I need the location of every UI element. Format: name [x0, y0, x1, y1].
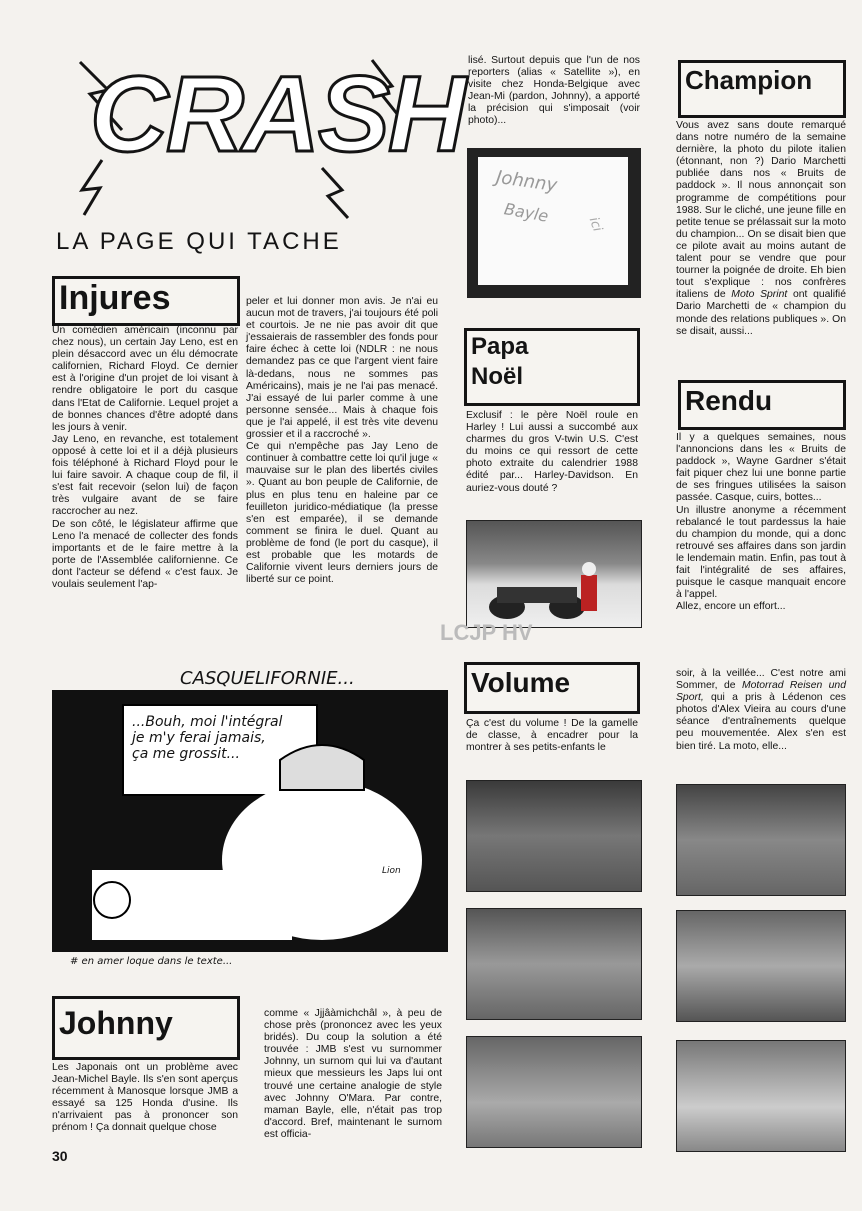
volume-heading — [471, 669, 570, 697]
page-number: 30 — [52, 1148, 68, 1164]
rendu-text — [676, 432, 846, 613]
cartoon-title: CASQUELIFORNIE... — [180, 668, 355, 689]
injures-para2: Jay Leno, en revanche, est totalement opposé à cette loi et il a déjà plusieurs fois téléphoné à Richard Floyd pour le lui faire savoir. A chaque coup de fil, il s'est fait recevoir (selon lui) de façon très vulgaire avant de se faire raccrocher au nez. — [52, 433, 238, 518]
rendu-para2: Un illustre anonyme a récemment rebalancé le tout pardessus la haie du champion du monde, qui a donc retrouvé ses affaires dans son jardin le lendemain matin. Enfin, pas tout à fait l'intégralité de ses affaires, puisque le casque manquait encore à l'appel. — [676, 504, 846, 601]
crash-photo-6 — [676, 1040, 846, 1152]
papa-heading-text: Papa — [471, 333, 529, 360]
papa-noel-heading-box — [464, 328, 640, 406]
injures-col1 — [52, 325, 238, 591]
champion-text — [676, 120, 846, 338]
whiteboard-text-1: Johnny — [494, 166, 559, 197]
page-subtitle: LA PAGE QUI TACHE — [56, 228, 342, 255]
volume-heading-text: Volume — [471, 667, 571, 698]
champion-text-1: Vous avez sans doute remarqué dans notre numéro de la semaine dernière, la photo du pilote italien (étonnant, non ?) Dario Marchetti publiée dans nos « Bruits de paddock ». Il nous annonçait son programme de compétitions pour 1988. Sur le cliché, une jeune fille en petite tenue se prélassait sur la moto du champion... On se disait bien que ce pilote avait au moins autant de talent pour se vendre que pour tourner la poignée de droite. Eh bien tout s'explique : nos confrères italiens de — [676, 120, 846, 301]
rendu-heading-text: Rendu — [685, 385, 773, 416]
cartoon-caption: # en amer loque dans le texte... — [70, 956, 233, 967]
volume-heading-box — [464, 662, 640, 714]
johnny-col2: comme « Jjjâàmichchâl », à peu de chose près (prononcez avec les yeux bridés). Du coup la solution a été trouvée : JMB s'est vu surnommer Johnny, un surnom qui lui va d'autant mieux que messieurs les Japs lui ont trouvé une certaine analogie de style avec Johnny O'Mara. Par contre, maman Bayle, elle, n'était pas trop d'accord. Bref, maintenant le surnom est officia- — [264, 1008, 442, 1140]
papa-noel-heading — [471, 335, 528, 389]
volume-text: Ça c'est du volume ! De la gamelle de classe, à encadrer pour la montrer à ses petits-enfants le — [466, 718, 638, 754]
speech-line-1: ...Bouh, moi l'intégral — [132, 714, 283, 730]
speech-line-2: je m'y ferai jamais, — [132, 730, 266, 746]
champion-heading-box — [678, 60, 846, 118]
whiteboard-text-3: ici — [585, 215, 605, 234]
volume-text2 — [676, 668, 846, 753]
injures-para5: Ce qui n'empêche pas Jay Leno de continuer à combattre cette loi qu'il juge « mauvaise sur le plan des libertés civiles ». Quant au bon peuple de Californie, de plus en plus tenu en haleine par ce feuilleton juridico-médiatique (la presse s'en est emparée), il se demande comment se finira le duel. Quant au problème de fond (le port du casque), il est probable que les motards de Californie vivent leurs derniers jours de liberté sur ce point. — [246, 441, 438, 586]
injures-col2 — [246, 296, 438, 586]
injures-heading-box — [52, 276, 240, 326]
crash-photo-2 — [676, 784, 846, 896]
volume-text2-b: qui a pris à Lédenon ces photos d'Alex Vieira au cours d'une séance d'entraînements quelque peu mouvementée. Alex s'en est bien tiré. La moto, elle... — [676, 692, 846, 752]
injures-para3: De son côté, le législateur affirme que Leno l'a menacé de collecter des fonds importants et de le faire mettre à la porte de l'Assemblée californienne. Ce dont l'acteur se défend « c'est faux. Je voulais seulement l'ap- — [52, 518, 238, 590]
johnny-heading-box — [52, 996, 240, 1060]
cartoon-frame — [52, 690, 448, 952]
champion-heading-text: Champion — [685, 65, 813, 95]
col3-top-text: lisé. Surtout depuis que l'un de nos reporters (alias « Satellite »), en visite chez Honda-Belgique avec Jean-Mi (pardon, Johnny), a apporté la précision qui s'imposait (voir photo)... — [468, 55, 640, 127]
cartoon-patch-text: Lion — [382, 866, 401, 876]
papa-noel-text: Exclusif : le père Noël roule en Harley ! Lui aussi a succombé aux charmes du gros V-twin U.S. C'est du moins ce qui ressort de cette photo extraite du calendrier 1988 édité par... Harley-Davidson. En auriez-vous douté ? — [466, 410, 638, 494]
johnny-col1: Les Japonais ont un problème avec Jean-Michel Bayle. Ils s'en sont aperçus récemment à Manosque lorsque JMB a essayé sa 125 Honda d'usine. Ils n'arrivaient pas à prononcer son prénom ! Ça donnait quelque chose — [52, 1062, 238, 1134]
whiteboard — [478, 157, 628, 285]
injures-heading-text: Injures — [59, 279, 171, 317]
injures-para4: peler et lui donner mon avis. Je n'ai eu aucun mot de travers, j'ai toujours été poli et courtois. Je ne nie pas avoir dit que j'essaierais de rassembler des fonds pour faire échec à cette loi (NDLR : ne nous demandez pas ce que l'argent vient faire là-dedans, nous ne sommes pas Américains), mais je ne l'ai pas menacé. J'ai essayé de lui parler comme à une personne sensée... Mais à chaque fois que je l'ai appelé, il est très vite devenu grossier et il a raccroché ». — [246, 296, 439, 441]
cartoon-drawing — [52, 690, 448, 952]
johnny-heading — [59, 1007, 173, 1039]
injures-para1: Un comédien américain (inconnu par chez nous), un certain Jay Leno, est en plein désaccord avec un élu démocrate californien, Richard Floyd. Ce dernier est à l'origine d'un projet de loi visant à rendre obligatoire le port du casque dans l'Etat de Californie. Lequel projet a de bonnes chances d'être adopté dans les jours à venir. — [52, 325, 238, 433]
crash-title: CRASH — [90, 53, 465, 174]
crash-photo-4 — [676, 910, 846, 1022]
volume-text2-italic: Motorrad Reisen und Sport, — [676, 680, 846, 704]
rendu-heading — [685, 387, 772, 415]
rendu-heading-box — [678, 380, 846, 430]
crash-photo-1 — [466, 780, 642, 892]
rendu-para3: Allez, encore un effort... — [676, 601, 786, 613]
watermark: LCJP HV — [440, 620, 533, 645]
johnny-whiteboard-photo — [467, 148, 641, 298]
champion-text-2: ont qualifié Dario Marchetti de « champion du monde des relations publiques ». On se disait, aussi... — [676, 289, 846, 337]
santa-motorcycle-art — [467, 521, 641, 627]
crash-photo-5 — [466, 1036, 642, 1148]
speech-line-3: ça me grossit... — [132, 746, 240, 762]
whiteboard-text-2: Bayle — [502, 199, 550, 226]
crash-photo-3 — [466, 908, 642, 1020]
champion-heading — [685, 67, 812, 93]
rendu-para1: Il y a quelques semaines, nous l'annoncions dans les « Bruits de paddock », Wayne Gardner s'était fait piquer chez lui une bonne partie de ses fringues utilisées la saison passée. Casque, cuirs, bottes... — [676, 432, 846, 504]
crash-logo — [72, 50, 465, 220]
volume-text2-a: soir, à la veillée... C'est notre ami Sommer, de — [676, 668, 846, 692]
noel-heading-text: Noël — [471, 363, 524, 390]
harley-santa-photo — [466, 520, 642, 628]
champion-text-italic: Moto Sprint — [731, 289, 788, 301]
injures-heading — [59, 281, 170, 315]
johnny-heading-text: Johnny — [59, 1005, 173, 1041]
